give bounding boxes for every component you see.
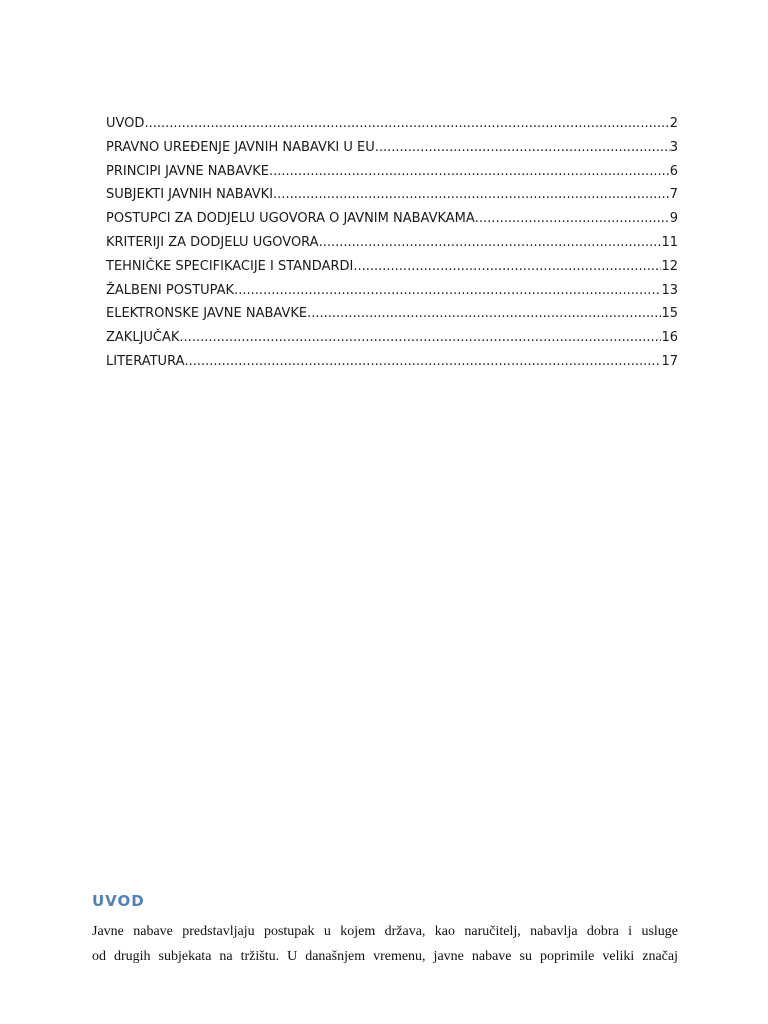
toc-entry[interactable] [106, 138, 678, 162]
toc-leader-dots [269, 162, 670, 182]
toc-entry-page: 17 [661, 353, 678, 369]
toc-entry-title: LITERATURA [106, 353, 185, 369]
toc-entry[interactable] [106, 185, 678, 209]
toc-leader-dots [179, 328, 661, 348]
toc-entry-title: ŽALBENI POSTUPAK [106, 282, 235, 298]
toc-leader-dots [144, 114, 669, 134]
toc-leader-dots [375, 138, 670, 158]
toc-leader-dots [307, 304, 661, 324]
toc-entry-title: PRINCIPI JAVNE NABAVKE [106, 163, 270, 179]
toc-leader-dots [319, 233, 662, 253]
toc-entry-page: 13 [661, 282, 678, 298]
toc-leader-dots [234, 281, 661, 301]
body-paragraph [92, 919, 678, 969]
toc-entry-page: 11 [661, 234, 678, 250]
toc-entry-title: ELEKTRONSKE JAVNE NABAVKE [106, 306, 308, 322]
toc-entry[interactable] [106, 233, 678, 257]
toc-entry-title: ZAKLJUČAK [106, 330, 180, 346]
toc-leader-dots [353, 257, 661, 277]
body-line: od drugih subjekata na tržištu. U današnjem vremenu, javne nabave su poprimile veliki značaj [92, 949, 678, 964]
toc-entry-page: 16 [661, 330, 678, 346]
toc-entry-title: SUBJEKTI JAVNIH NABAVKI [106, 187, 274, 203]
toc-entry[interactable] [106, 209, 678, 233]
toc-entry-title: PRAVNO UREĐENJE JAVNIH NABAVKI U EU [106, 139, 375, 155]
section-heading: UVOD [92, 892, 145, 910]
toc-entry[interactable] [106, 328, 678, 352]
toc-entry-page: 3 [669, 139, 678, 155]
body-line: Javne nabave predstavljaju postupak u kojem država, kao naručitelj, nabavlja dobra i usluge [92, 924, 678, 939]
toc-entry-page: 12 [661, 258, 678, 274]
toc-entry-title: POSTUPCI ZA DODJELU UGOVORA O JAVNIM NABAVKAMA [106, 211, 475, 227]
toc-entry-page: 2 [669, 116, 678, 131]
table-of-contents [106, 114, 678, 376]
toc-entry-page: 7 [669, 187, 678, 203]
toc-leader-dots [184, 352, 661, 372]
toc-entry[interactable] [106, 352, 678, 376]
toc-entry[interactable] [106, 114, 678, 138]
toc-entry-page: 9 [669, 211, 678, 227]
toc-entry-page: 6 [669, 163, 678, 179]
toc-entry[interactable] [106, 304, 678, 328]
toc-entry[interactable] [106, 257, 678, 281]
toc-entry-title: KRITERIJI ZA DODJELU UGOVORA [106, 234, 319, 250]
toc-entry-title: UVOD [106, 116, 145, 131]
toc-leader-dots [273, 185, 670, 205]
toc-entry-page: 15 [661, 306, 678, 322]
toc-entry[interactable] [106, 162, 678, 186]
toc-leader-dots [475, 209, 670, 229]
toc-entry[interactable] [106, 281, 678, 305]
toc-entry-title: TEHNIČKE SPECIFIKACIJE I STANDARDI [106, 258, 354, 274]
